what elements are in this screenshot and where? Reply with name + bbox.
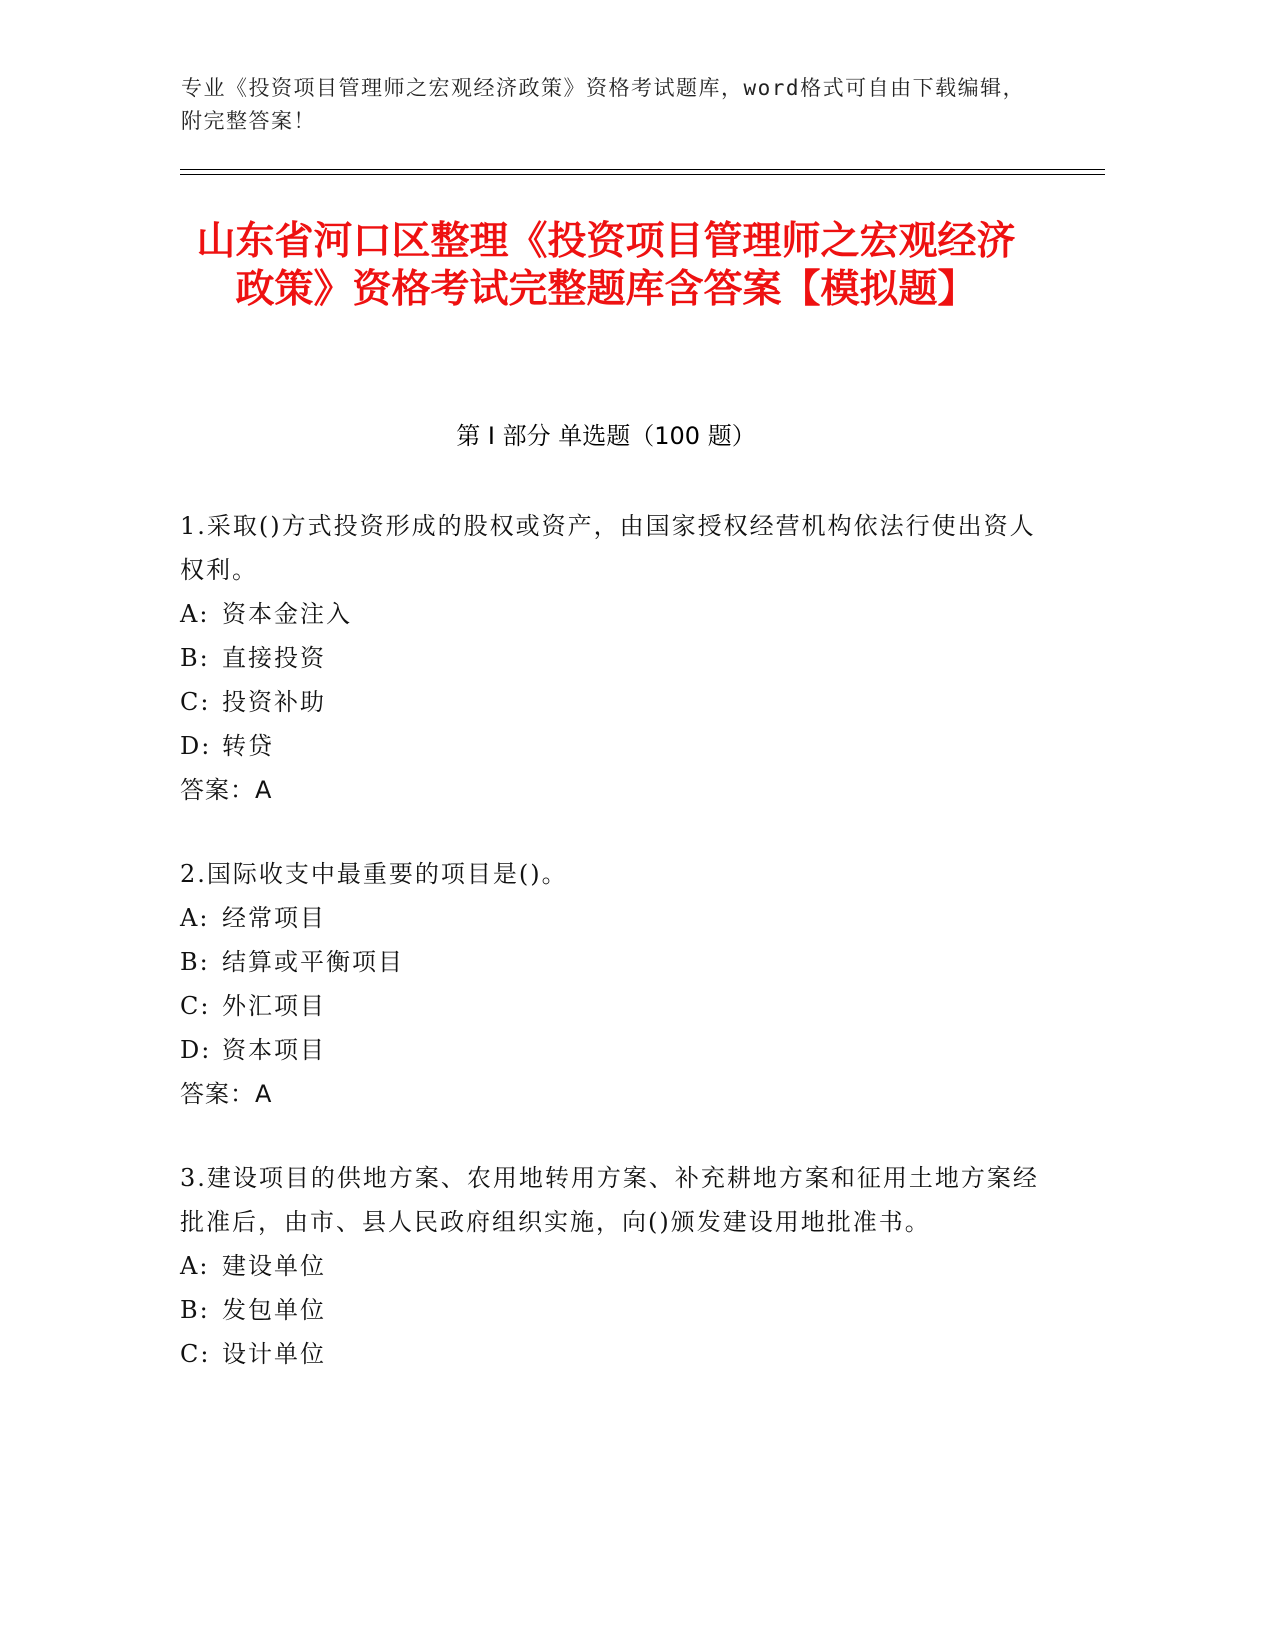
header-rule-top bbox=[180, 169, 1105, 170]
answer-prefix: 答案： bbox=[180, 1080, 255, 1108]
option-text: 资本项目 bbox=[222, 1036, 326, 1064]
question-3 bbox=[180, 1156, 1040, 1376]
answer-value: A bbox=[255, 776, 273, 804]
header-rule-bottom bbox=[180, 174, 1105, 175]
option-label: C: bbox=[180, 1340, 211, 1368]
option-label: A: bbox=[180, 904, 210, 932]
question-stem: 3.建设项目的供地方案、农用地转用方案、补充耕地方案和征用土地方案经批准后，由市、县人民政府组织实施，向()颁发建设用地批准书。 bbox=[180, 1164, 1039, 1236]
option-b bbox=[180, 1288, 1040, 1332]
option-text: 结算或平衡项目 bbox=[222, 948, 404, 976]
option-text: 投资补助 bbox=[222, 688, 326, 716]
option-a bbox=[180, 592, 1040, 636]
question-stem: 2.国际收支中最重要的项目是()。 bbox=[180, 860, 568, 888]
option-c bbox=[180, 984, 1040, 1028]
option-b bbox=[180, 636, 1040, 680]
question-stem: 1.采取()方式投资形成的股权或资产，由国家授权经营机构依法行使出资人权利。 bbox=[180, 512, 1036, 584]
option-text: 建设单位 bbox=[222, 1252, 326, 1280]
option-label: A: bbox=[180, 600, 210, 628]
answer-line bbox=[180, 768, 1040, 812]
option-label: C: bbox=[180, 688, 211, 716]
option-label: A: bbox=[180, 1252, 210, 1280]
option-a bbox=[180, 1244, 1040, 1288]
option-label: B: bbox=[180, 1296, 210, 1324]
option-text: 直接投资 bbox=[222, 644, 326, 672]
option-text: 资本金注入 bbox=[222, 600, 352, 628]
option-text: 发包单位 bbox=[222, 1296, 326, 1324]
answer-line bbox=[180, 1072, 1040, 1116]
header-note: 专业《投资项目管理师之宏观经济政策》资格考试题库，word格式可自由下载编辑，附完整答案！ bbox=[181, 76, 1026, 133]
option-text: 设计单位 bbox=[222, 1340, 326, 1368]
option-label: D: bbox=[180, 732, 212, 760]
answer-prefix: 答案： bbox=[180, 776, 255, 804]
question-2 bbox=[180, 852, 1040, 1116]
option-b bbox=[180, 940, 1040, 984]
document-title: 山东省河口区整理《投资项目管理师之宏观经济政策》资格考试完整题库含答案【模拟题】 bbox=[196, 219, 1016, 312]
option-label: B: bbox=[180, 644, 210, 672]
question-1 bbox=[180, 504, 1040, 812]
section-title: 第 I 部分 单选题（100 题） bbox=[456, 422, 756, 450]
option-d bbox=[180, 1028, 1040, 1072]
option-c bbox=[180, 680, 1040, 724]
option-a bbox=[180, 896, 1040, 940]
option-label: B: bbox=[180, 948, 210, 976]
option-d bbox=[180, 724, 1040, 768]
option-text: 经常项目 bbox=[222, 904, 326, 932]
option-label: C: bbox=[180, 992, 211, 1020]
answer-value: A bbox=[255, 1080, 273, 1108]
option-label: D: bbox=[180, 1036, 212, 1064]
option-text: 外汇项目 bbox=[222, 992, 326, 1020]
option-text: 转贷 bbox=[222, 732, 274, 760]
option-c bbox=[180, 1332, 1040, 1376]
